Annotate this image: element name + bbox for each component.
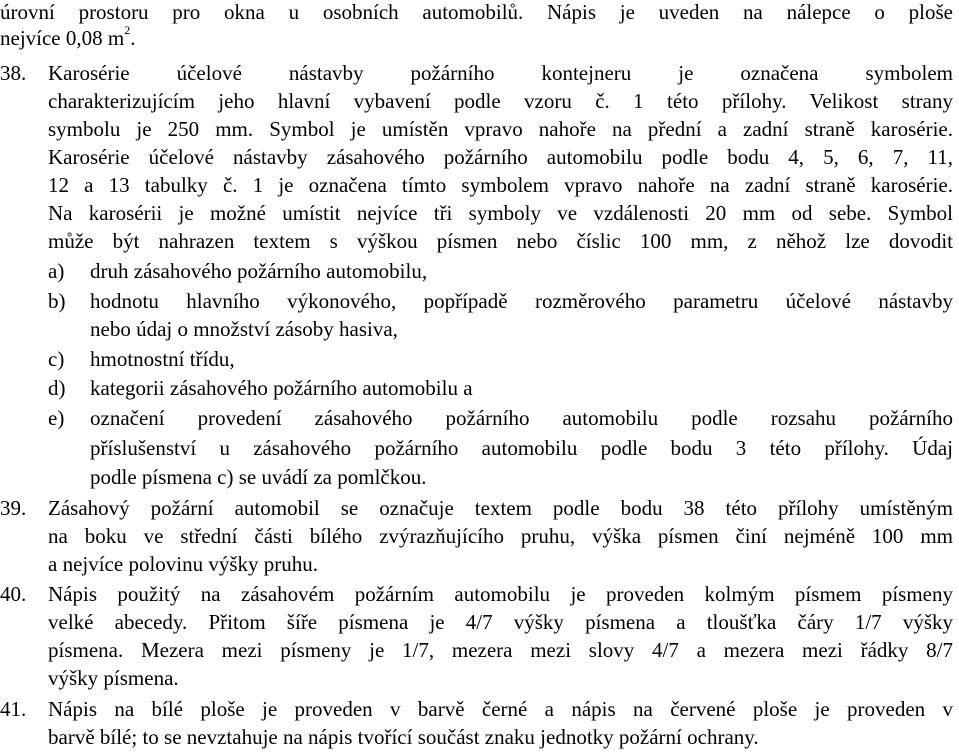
text-line: Zásahový požární automobil se označuje textem podle bodu 38 této přílohy umístěným — [48, 496, 953, 520]
item-number-39: 39. — [0, 496, 27, 520]
list-label-d: d) — [48, 376, 66, 400]
list-item: označení provedení zásahového požárního automobilu podle rozsahu požárního — [90, 406, 953, 430]
text-line: může být nahrazen textem s výškou písmen nebo číslic 100 mm, z něhož lze dovodit — [48, 229, 953, 253]
text-line: Nápis použitý na zásahovém požárním automobilu je proveden kolmým písmem písmeny — [48, 582, 953, 606]
text-line: charakterizujícím jeho hlavní vybavení podle vzoru č. 1 této přílohy. Velikost strany — [48, 89, 953, 113]
text-line: 12 a 13 tabulky č. 1 je označena tímto symbolem vpravo nahoře na zadní straně karosérie. — [48, 173, 953, 197]
text-line: barvě bílé; to se nevztahuje na nápis tvořící součást znaku jednotky požární ochrany. — [48, 725, 759, 749]
list-label-e: e) — [48, 406, 65, 430]
list-item-continued: podle písmena c) se uvádí za pomlčkou. — [90, 465, 427, 489]
superscript: 2 — [124, 23, 131, 37]
text-line: Na karosérii je možné umístit nejvíce tři symboly ve vzdálenosti 20 mm od sebe. Symbol — [48, 201, 953, 225]
text-line: nejvíce 0,08 $m^2$. — [0, 23, 136, 50]
list-item-continued: nebo údaj o množství zásoby hasiva, — [90, 317, 398, 341]
text-line: výšky písmena. — [48, 666, 179, 690]
text-line: Nápis na bílé ploše je proveden v barvě černé a nápis na červené ploše je proveden v — [48, 697, 953, 721]
text-line: velké abecedy. Přitom šíře písmena je 4/7 výšky písmena a tloušťka čáry 1/7 výšky — [48, 610, 953, 634]
list-label-b: b) — [48, 289, 66, 313]
list-item: hmotnostní třídu, — [90, 347, 235, 371]
list-item-continued: příslušenství u zásahového požárního automobilu podle bodu 3 této přílohy. Údaj — [90, 436, 953, 460]
list-label-c: c) — [48, 347, 65, 371]
list-item: hodnotu hlavního výkonového, popřípadě rozměrového parametru účelové nástavby — [90, 289, 953, 313]
text-line: písmena. Mezera mezi písmeny je 1/7, mezera mezi slovy 4/7 a mezera mezi řádky 8/7 — [48, 638, 953, 662]
list-item: druh zásahového požárního automobilu, — [90, 259, 428, 283]
item-number-41: 41. — [0, 697, 27, 721]
text-line: Karosérie účelové nástavby požárního kontejneru je označena symbolem — [48, 61, 953, 85]
text-line: na boku ve střední části bílého zvýrazňujícího pruhu, výška písmen činí nejméně 100 mm — [48, 524, 953, 548]
list-item: kategorii zásahového požárního automobilu a — [90, 376, 473, 400]
item-number-38: 38. — [0, 61, 27, 85]
text-line: symbolu je 250 mm. Symbol je umístěn vpravo nahoře na přední a zadní straně karosérie. — [48, 117, 953, 141]
text-line: úrovní prostoru pro okna u osobních automobilů. Nápis je uveden na nálepce o ploše — [0, 0, 953, 24]
text-line: Karosérie účelové nástavby zásahového požárního automobilu podle bodu 4, 5, 6, 7, 11, — [48, 145, 953, 169]
list-label-a: a) — [48, 259, 65, 283]
item-number-40: 40. — [0, 582, 27, 606]
text-line: a nejvíce polovinu výšky pruhu. — [48, 552, 319, 576]
